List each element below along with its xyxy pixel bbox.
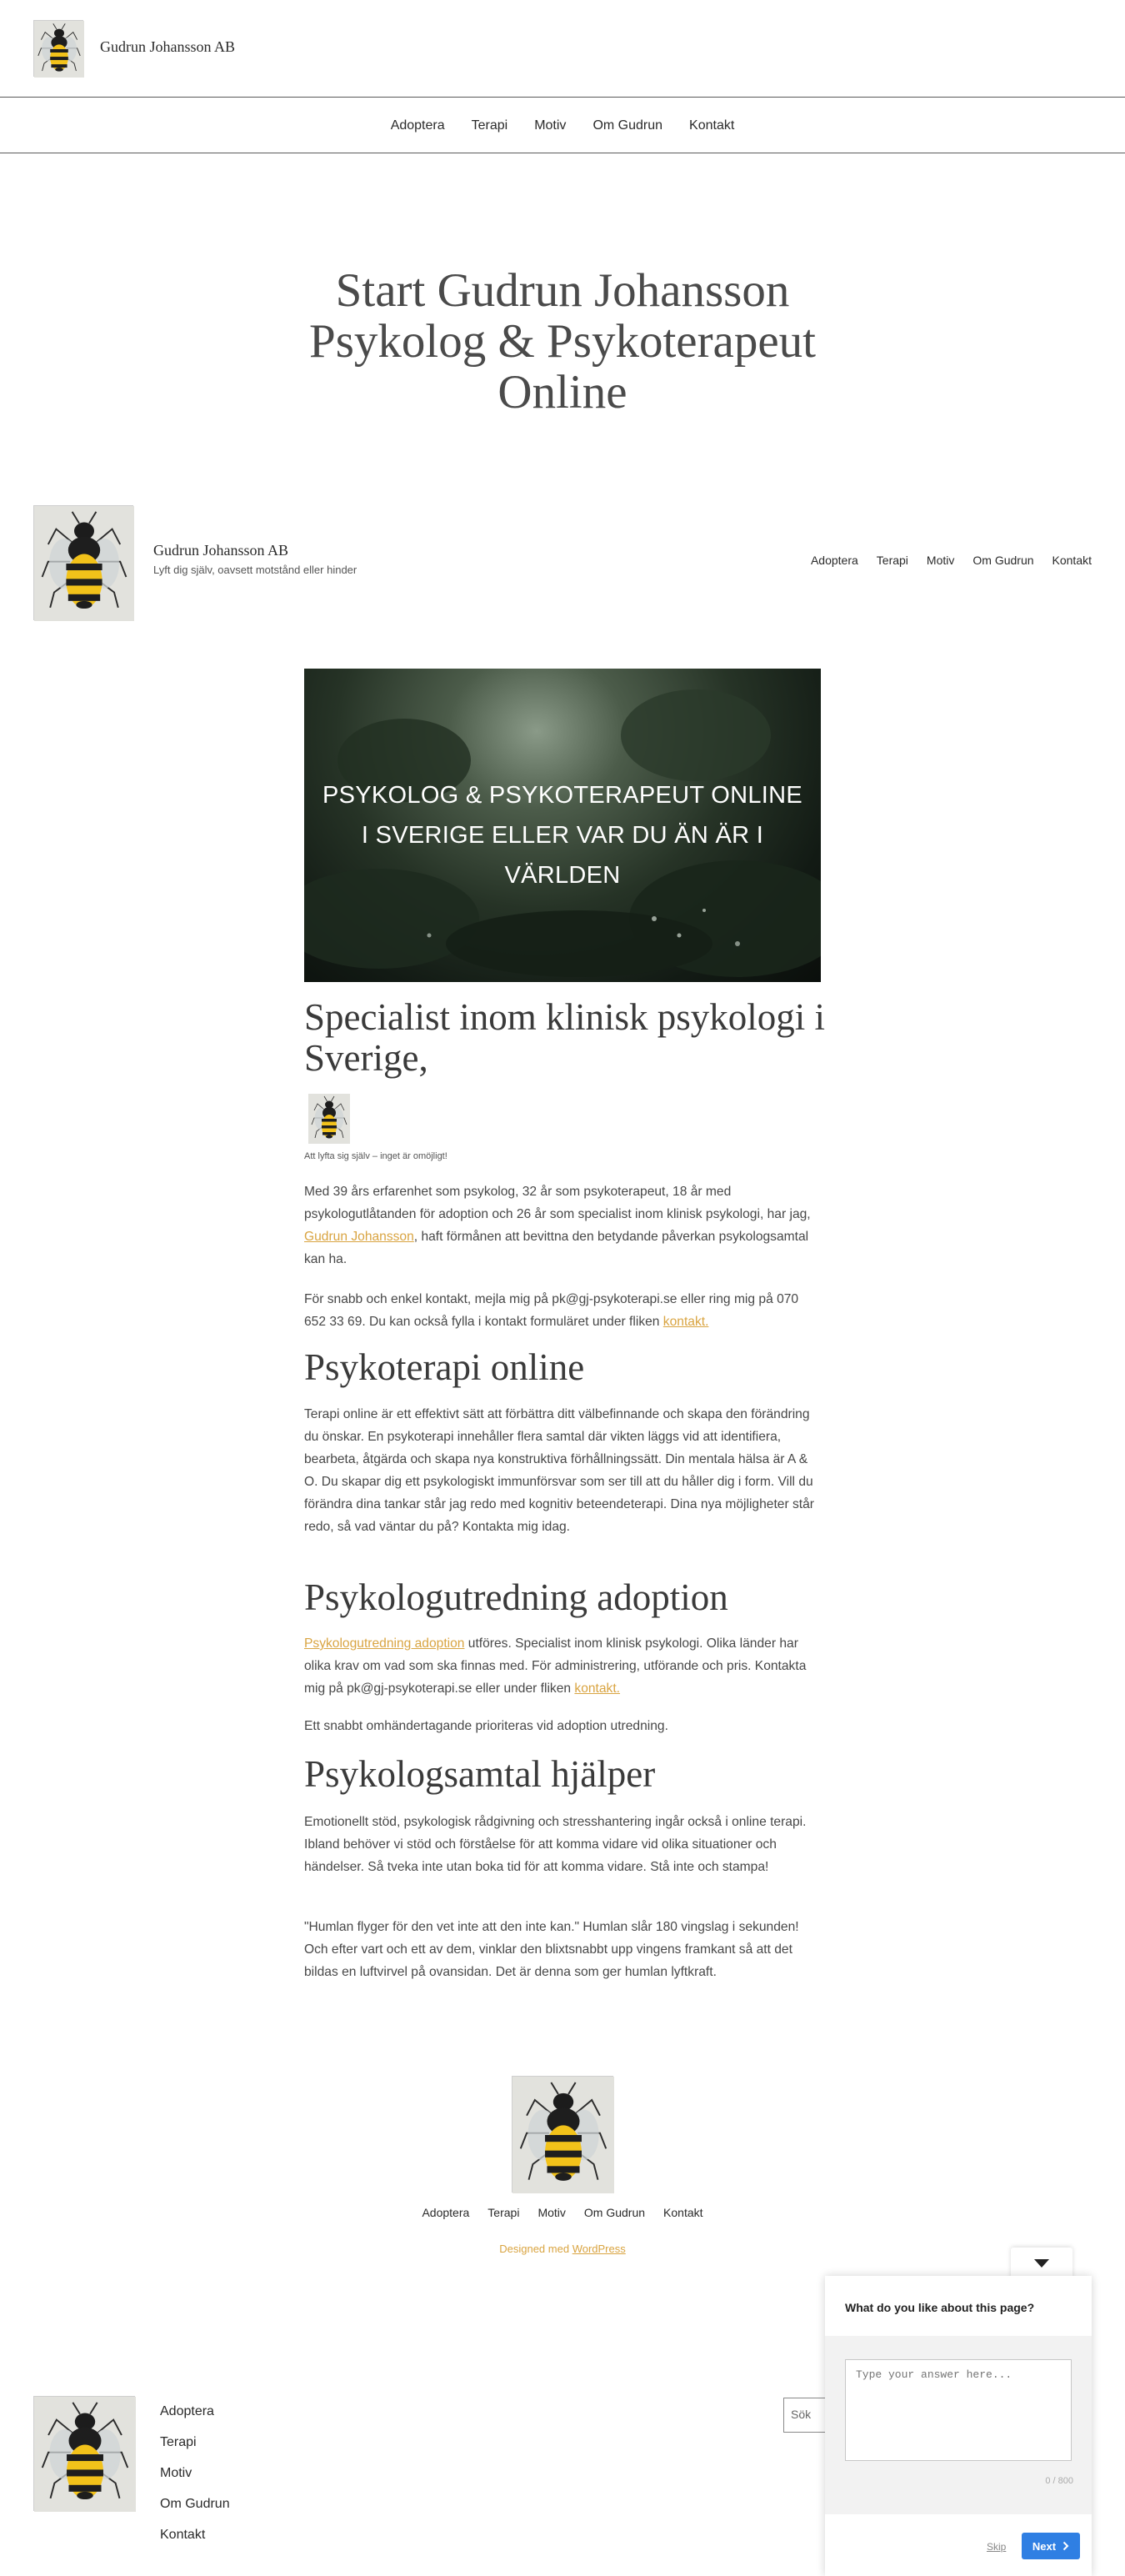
feedback-skip-link[interactable]: Skip (987, 2541, 1007, 2553)
footer-credit (0, 2243, 1125, 2255)
footer-nav-terapi[interactable]: Terapi (488, 2206, 520, 2219)
site-brand[interactable]: Gudrun Johansson AB (100, 38, 236, 55)
feedback-body (825, 2336, 1092, 2514)
nav-item-terapi[interactable]: Terapi (471, 118, 508, 133)
widget-links (160, 2396, 230, 2550)
intro-text-end: , haft förmånen att bevittna den betydande påverkan psykologsamtal kan ha. (304, 1230, 809, 1266)
widget-link-motiv[interactable]: Motiv (160, 2466, 192, 2480)
bumblebee-logo[interactable] (512, 2076, 613, 2193)
nav-item-motiv[interactable]: Motiv (926, 554, 955, 567)
chevron-right-icon (1062, 2541, 1069, 2551)
site-tagline: Lyft dig själv, oavsett motstånd eller hinder (153, 564, 358, 576)
kontakt-link[interactable]: kontakt. (662, 1315, 709, 1329)
primary-navigation (811, 554, 1092, 567)
nav-item-terapi[interactable]: Terapi (876, 554, 908, 567)
bumblebee-quote: "Humlan flyger för den vet inte att den inte kan." Humlan slår 180 vingslag i sekunden! Och efter vart och ett av dem, vinklar den blixtsnabbt upp vingens framkant så att det bildas en luftvirvel på ovansidan. Det är denna som ger humlan lyftkraft. (304, 1920, 799, 1979)
contact-paragraph (304, 1288, 821, 1333)
cover-image (304, 669, 821, 982)
adoption-paragraph (304, 1632, 821, 1700)
gudrun-link[interactable]: Gudrun Johansson (304, 1230, 414, 1244)
nav-item-adoptera[interactable]: Adoptera (810, 554, 858, 567)
nav-item-kontakt[interactable]: Kontakt (1052, 554, 1092, 567)
contact-text: För snabb och enkel kontakt, mejla mig på pk@gj-psykoterapi.se eller ring mig på 070 652 33 69. Du kan också fylla i kontakt formuläret under fliken (304, 1292, 799, 1329)
widget-link-kontakt[interactable]: Kontakt (160, 2528, 206, 2542)
therapy-paragraph: Terapi online är ett effektivt sätt att förbättra ditt välbefinnande och skapa den förändring du önskar. En psykoterapi innehåller flera samtal där vikten läggs vid att identifiera, bearbeta, åtgärda och skapa nya konstruktiva förhållningssätt. Din mentala hälsa är A & O. Du skapar dig ett psykologiskt immunförsvar som ser till att du håller dig i form. Vill du förändra dina tankar står jag redo med kognitiv beteendeterapi. Dina nya möjligheter står redo, så vad väntar du på? Kontakta mig idag. (304, 1407, 814, 1534)
talk-paragraph: Emotionellt stöd, psykologisk rådgivning och stresshantering ingår också i online terapi. Ibland behöver vi stöd och förståelse för att komma vidare vid olika situationer och händelser. Så tveka inte utan boka tid för att komma vidare. Stå inte och stampa! (304, 1815, 807, 1874)
feedback-char-counter: 0 / 800 (1045, 2476, 1073, 2486)
nav-item-adoptera[interactable]: Adoptera (390, 118, 445, 133)
credit-prefix: Designed med (499, 2243, 572, 2255)
adoption-text: utföres. Specialist inom klinisk psykologi. Olika länder har olika krav om vad som ska finnas med. För administrering, utförande och pris. Kontakta mig på pk@gj-psykoterapi.se eller under fliken (304, 1636, 807, 1696)
site-title[interactable]: Gudrun Johansson AB (153, 542, 289, 559)
top-header (0, 0, 1125, 98)
widget-link-terapi[interactable]: Terapi (160, 2435, 197, 2449)
nav-item-om-gudrun[interactable]: Om Gudrun (972, 554, 1034, 567)
image-caption: Att lyfta sig själv – inget är omöjligt! (304, 1151, 448, 1161)
bumblebee-logo[interactable] (33, 505, 133, 620)
heading-psykologsamtal: Psykologsamtal hjälper (304, 1753, 656, 1795)
search-button[interactable]: Sök (783, 2398, 835, 2433)
heading-specialist: Specialist inom klinisk psykologi i Sverige, (304, 996, 826, 1079)
adoption-note: Ett snabbt omhändertagande prioriteras vid adoption utredning. (304, 1719, 668, 1733)
footer-navigation (0, 2206, 1125, 2219)
bumblebee-image (304, 1094, 354, 1144)
intro-paragraph (304, 1180, 821, 1270)
nav-item-kontakt[interactable]: Kontakt (689, 118, 735, 133)
feedback-next-button[interactable] (1022, 2533, 1080, 2559)
intro-text: Med 39 års erfarenhet som psykolog, 32 år som psykoterapeut, 18 år med psykologutlåtanden för adoption och 26 år som specialist inom klinisk psykologi, har jag, (304, 1185, 811, 1221)
heading-psykologutredning: Psykologutredning adoption (304, 1576, 728, 1618)
bumblebee-logo[interactable] (33, 20, 83, 77)
feedback-answer-input[interactable] (845, 2359, 1072, 2461)
feedback-question: What do you like about this page? (845, 2301, 1035, 2314)
bumblebee-logo[interactable] (33, 2396, 135, 2511)
footer-nav-adoptera[interactable]: Adoptera (422, 2206, 470, 2219)
wordpress-link[interactable]: WordPress (572, 2243, 626, 2255)
footer-nav-kontakt[interactable]: Kontakt (663, 2206, 703, 2219)
chevron-down-icon (1034, 2259, 1049, 2268)
adoption-link[interactable]: Psykologutredning adoption (304, 1636, 465, 1651)
top-navigation (0, 98, 1125, 153)
feedback-collapse-button[interactable] (1011, 2248, 1072, 2279)
widget-link-adoptera[interactable]: Adoptera (160, 2404, 214, 2418)
feedback-panel (825, 2276, 1092, 2576)
nav-item-motiv[interactable]: Motiv (534, 118, 567, 133)
page-title: Start Gudrun Johansson Psykolog & Psykoterapeut Online (309, 264, 816, 418)
heading-psykoterapi-online: Psykoterapi online (304, 1346, 585, 1388)
cover-heading: PSYKOLOG & PSYKOTERAPEUT ONLINE I SVERIGE ELLER VAR DU ÄN ÄR I VÄRLDEN (322, 782, 803, 889)
footer-nav-motiv[interactable]: Motiv (538, 2206, 566, 2219)
feedback-next-label: Next (1032, 2539, 1057, 2553)
footer-nav-om-gudrun[interactable]: Om Gudrun (583, 2206, 646, 2219)
nav-item-om-gudrun[interactable]: Om Gudrun (592, 118, 663, 133)
widget-link-om-gudrun[interactable]: Om Gudrun (160, 2497, 230, 2511)
kontakt-link[interactable]: kontakt. (574, 1681, 621, 1696)
